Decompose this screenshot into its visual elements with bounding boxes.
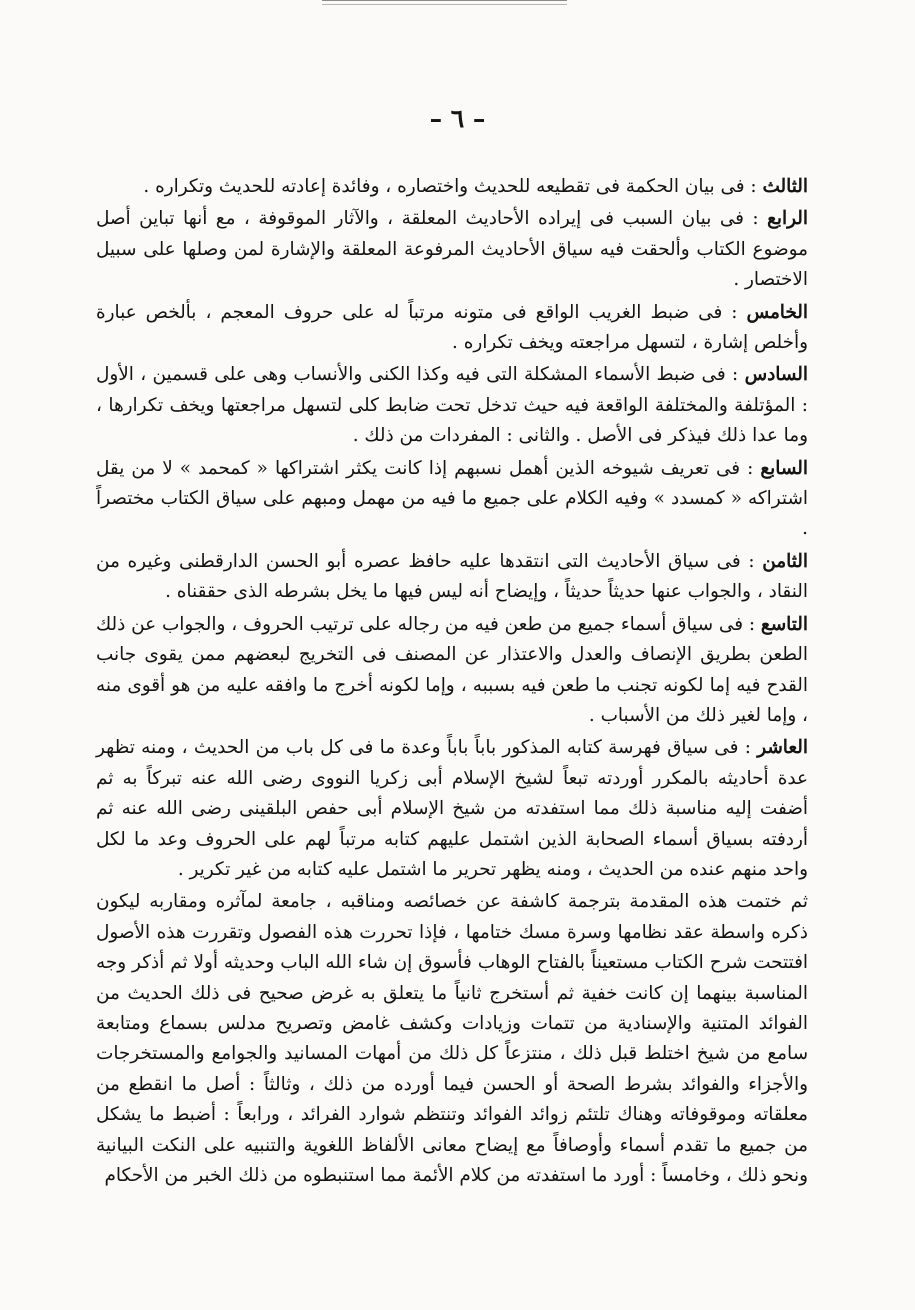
section-paragraph [96,733,808,885]
page-number: – ٦ – [429,104,486,133]
section-text: : فى ضبط الأسماء المشكلة التى فيه وكذا الكنى والأنساب وهى على قسمين ، الأول : المؤتلفة والمختلفة الواقعة فيه حيث تدخل تحت ضابط كلى لتسهل مراجعتها ويخف تكرارها ، وما عدا ذلك فيذكر فى الأصل . والثانى : المفردات من ذلك . [96,364,808,447]
section-label: الرابع [767,208,808,230]
section-label: التاسع [760,613,808,635]
top-rule [322,0,567,5]
section-paragraph [96,547,808,608]
section-text: : فى بيان السبب فى إيراده الأحاديث المعلقة ، والآثار الموقوفة ، مع أنها تباين أصل موضوع الكتاب وألحقت فيه سياق الأحاديث المرفوعة المعلقة والإشارة لمن وصلها على سبيل الاختصار . [96,208,808,291]
section-label: الخامس [746,301,808,323]
section-paragraph [96,204,808,295]
section-paragraph [96,298,808,359]
section-paragraph [96,360,808,451]
section-text: : فى سياق الأحاديث التى انتقدها عليه حافظ عصره أبو الحسن الدارقطنى وغيره من النقاد ، والجواب عنها حديثاً حديثاً ، وإيضاح أنه ليس فيها ما يخل بشرطه الذى حققناه . [96,550,808,603]
section-label: الثامن [762,550,808,572]
section-paragraph [96,172,808,202]
section-label: السابع [760,457,808,479]
section-text: : فى سياق فهرسة كتابه المذكور باباً باباً وعدة ما فى كل باب من الحديث ، ومنه تظهر عدة أحاديثه بالمكرر أوردته تبعاً لشيخ الإسلام أبى زكريا النووى رضى الله عنه تبركاً به ثم أضفت إليه مناسبة ذلك مما استفدته من شيخ الإسلام أبى حفص البلقينى رضى الله عنه ثم أردفته بسياق أسماء الصحابة الذين اشتمل عليهم كتابه مرتباً لهم على الحروف وعد ما لكل واحد منهم عنده من الحديث ، ومنه يظهر تحرير ما اشتمل عليه كتابه من غير تكرير . [96,737,808,880]
section-text: : فى بيان الحكمة فى تقطيعه للحديث واختصاره ، وفائدة إعادته للحديث وتكراره . [143,176,763,197]
section-paragraph [96,454,808,545]
section-text: : فى تعريف شيوخه الذين أهمل نسبهم إذا كانت يكثر اشتراكها « كمحمد » لا من يقل اشتراكه « كمسدد » وفيه الكلام على جميع ما فيه من مهمل ومبهم على سياق الكتاب مختصراً . [96,457,808,540]
section-paragraph [96,610,808,732]
page-body [96,172,808,1193]
section-label: السادس [744,364,808,386]
section-text: : فى سياق أسماء جميع من طعن فيه من رجاله على ترتيب الحروف ، والجواب عن ذلك الطعن بطريق الإنصاف والعدل والاعتذار عن المصنف فى التخريج لبعضهم ممن يقوى جانب القدح فيه إما لكونه تجنب ما طعن فيه بسببه ، وإما لكونه أخرج ما وافقه عليه من هو أقوى منه ، وإما لغير ذلك من الأسباب . [96,613,808,726]
section-label: الثالث [762,176,808,197]
section-text: : فى ضبط الغريب الواقع فى متونه مرتباً له على حروف المعجم ، بألخص عبارة وأخلص إشارة ، لتسهل مراجعته ويخف تكراره . [96,301,808,354]
section-label: العاشر [757,737,808,759]
closing-paragraph: ثم ختمت هذه المقدمة بترجمة كاشفة عن خصائصه ومناقبه ، جامعة لمآثره ومقاربه ليكون ذكره واسطة عقد نظامها وسرة مسك ختامها ، فإذا تحررت هذه الفصول وتقررت هذه الأصول افتتحت شرح الكتاب مستعيناً بالفتاح الوهاب فأسوق إن شاء الله الباب وحديثه أولا ثم أذكر وجه المناسبة بينهما إن كانت خفية ثم أستخرج ثانياً ما يتعلق به غرض صحيح فى ذلك الحديث من الفوائد المتنية والإسنادية من تتمات وزيادات وكشف غامض وتصريح مدلس بسماع ومتابعة سامع من شيخ اختلط قبل ذلك ، منتزعاً كل ذلك من أمهات المسانيد والجوامع والمستخرجات والأجزاء والفوائد بشرط الصحة أو الحسن فيما أورده من ذلك ، وثالثاً : أصل ما انقطع من معلقاته وموقوفاته وهناك تلتئم زوائد الفوائد وتنتظم شوارد الفرائد ، ورابعاً : أضبط ما يشكل من جميع ما تقدم أسماء وأوصافاً مع إيضاح معانى الألفاظ اللغوية والتنبيه على النكت البيانية ونحو ذلك ، وخامساً : أورد ما استفدته من كلام الأئمة مما استنبطوه من ذلك الخبر من الأحكام [96,891,808,1186]
